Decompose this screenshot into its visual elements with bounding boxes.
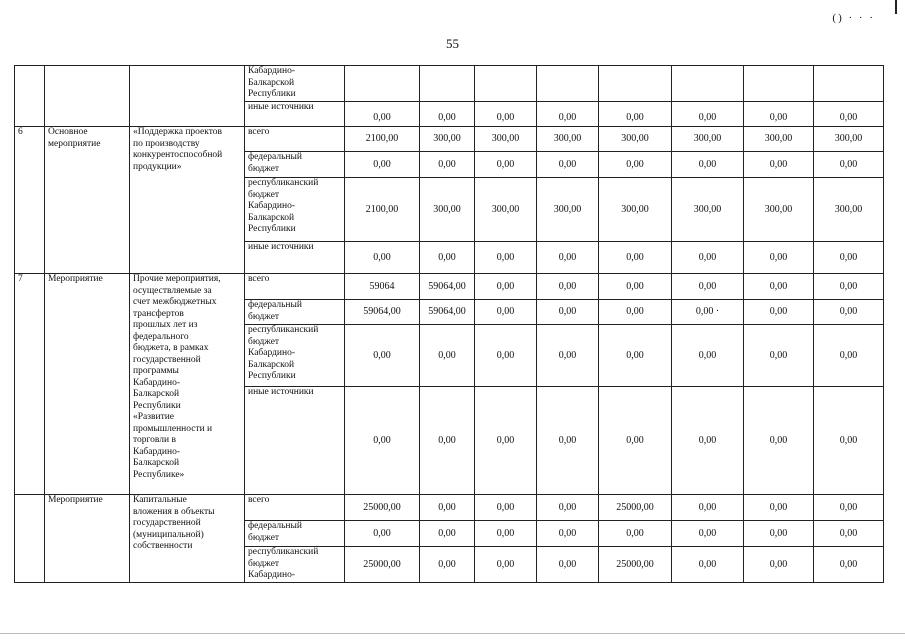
value-cell: 0,00: [744, 242, 814, 274]
source-cell: федеральный бюджет: [245, 300, 345, 325]
value-cell: 25000,00: [599, 495, 672, 521]
corner-mark: () · · ·: [832, 12, 875, 24]
source-cell: республиканский бюджет Кабардино-: [245, 547, 345, 583]
value-cell: 0,00: [744, 521, 814, 547]
status-cell: Мероприятие: [45, 495, 130, 583]
value-cell: 0,00: [537, 242, 599, 274]
source-cell: республиканский бюджет Кабардино- Балкарской Республики: [245, 178, 345, 242]
status-cell: Основное мероприятие: [45, 127, 130, 274]
value-cell: 0,00: [537, 300, 599, 325]
value-cell: 300,00: [672, 127, 744, 152]
value-cell: 0,00: [345, 521, 420, 547]
value-cell: 0,00: [599, 242, 672, 274]
value-cell: 300,00: [599, 127, 672, 152]
value-cell: 300,00: [672, 178, 744, 242]
value-cell: 0,00: [345, 325, 420, 387]
row-number-cell: 6: [15, 127, 45, 274]
value-cell: 0,00: [537, 521, 599, 547]
value-cell: 0,00: [420, 547, 475, 583]
value-cell: 0,00: [420, 242, 475, 274]
value-cell: 0,00: [475, 495, 537, 521]
value-cell: 0,00: [599, 387, 672, 495]
value-cell: 0,00: [672, 521, 744, 547]
value-cell: [420, 66, 475, 102]
scan-edge-line: [0, 633, 905, 634]
source-cell: иные источники: [245, 387, 345, 495]
value-cell: 0,00: [672, 325, 744, 387]
source-cell: всего: [245, 127, 345, 152]
value-cell: 0,00: [475, 387, 537, 495]
source-cell: всего: [245, 495, 345, 521]
value-cell: 300,00: [420, 127, 475, 152]
value-cell: 300,00: [599, 178, 672, 242]
value-cell: 0,00: [475, 274, 537, 300]
value-cell: 0,00: [744, 274, 814, 300]
value-cell: [814, 66, 884, 102]
value-cell: [537, 66, 599, 102]
value-cell: [672, 66, 744, 102]
value-cell: 0,00: [537, 547, 599, 583]
source-cell: федеральный бюджет: [245, 152, 345, 178]
budget-table: [14, 65, 884, 583]
value-cell: 0,00: [744, 547, 814, 583]
value-cell: 0,00 ·: [672, 300, 744, 325]
value-cell: 300,00: [475, 127, 537, 152]
value-cell: 0,00: [599, 152, 672, 178]
row-number-cell: [15, 495, 45, 583]
value-cell: 0,00: [475, 102, 537, 127]
value-cell: 0,00: [537, 325, 599, 387]
value-cell: 59064: [345, 274, 420, 300]
source-cell: Кабардино- Балкарской Республики: [245, 66, 345, 102]
value-cell: 0,00: [814, 102, 884, 127]
title-cell: Капитальные вложения в объекты государственной (муниципальной) собственности: [130, 495, 245, 583]
row-number-cell: 7: [15, 274, 45, 495]
value-cell: 0,00: [814, 495, 884, 521]
value-cell: 0,00: [814, 387, 884, 495]
value-cell: 300,00: [744, 127, 814, 152]
value-cell: 300,00: [537, 127, 599, 152]
value-cell: 0,00: [672, 242, 744, 274]
value-cell: 0,00: [814, 547, 884, 583]
title-cell: [130, 66, 245, 127]
value-cell: 0,00: [345, 242, 420, 274]
value-cell: 0,00: [599, 521, 672, 547]
value-cell: 0,00: [672, 152, 744, 178]
source-cell: федеральный бюджет: [245, 521, 345, 547]
value-cell: 0,00: [345, 102, 420, 127]
value-cell: 0,00: [420, 102, 475, 127]
value-cell: 0,00: [537, 152, 599, 178]
value-cell: 0,00: [475, 325, 537, 387]
value-cell: 0,00: [672, 274, 744, 300]
value-cell: 0,00: [599, 102, 672, 127]
value-cell: 0,00: [345, 387, 420, 495]
value-cell: 59064,00: [420, 300, 475, 325]
value-cell: 0,00: [814, 300, 884, 325]
value-cell: 0,00: [672, 102, 744, 127]
value-cell: 0,00: [475, 242, 537, 274]
value-cell: 0,00: [814, 521, 884, 547]
value-cell: 0,00: [475, 547, 537, 583]
value-cell: 59064,00: [345, 300, 420, 325]
value-cell: 300,00: [814, 127, 884, 152]
value-cell: 0,00: [814, 152, 884, 178]
value-cell: 25000,00: [599, 547, 672, 583]
source-cell: республиканский бюджет Кабардино- Балкарской Республики: [245, 325, 345, 387]
value-cell: 0,00: [672, 547, 744, 583]
value-cell: 2100,00: [345, 178, 420, 242]
table-row: [15, 274, 884, 300]
value-cell: 0,00: [537, 495, 599, 521]
value-cell: 300,00: [744, 178, 814, 242]
value-cell: 0,00: [744, 152, 814, 178]
source-cell: всего: [245, 274, 345, 300]
value-cell: [345, 66, 420, 102]
value-cell: 300,00: [475, 178, 537, 242]
table-row: [15, 127, 884, 152]
value-cell: [599, 66, 672, 102]
value-cell: 0,00: [599, 274, 672, 300]
table-row: [15, 66, 884, 102]
value-cell: 0,00: [744, 325, 814, 387]
value-cell: 0,00: [814, 274, 884, 300]
status-cell: Мероприятие: [45, 274, 130, 495]
source-cell: иные источники: [245, 242, 345, 274]
value-cell: 0,00: [475, 152, 537, 178]
value-cell: 2100,00: [345, 127, 420, 152]
row-number-cell: [15, 66, 45, 127]
value-cell: 0,00: [814, 325, 884, 387]
value-cell: 0,00: [420, 495, 475, 521]
value-cell: 0,00: [420, 387, 475, 495]
value-cell: 0,00: [537, 274, 599, 300]
value-cell: 0,00: [599, 325, 672, 387]
value-cell: 0,00: [537, 102, 599, 127]
value-cell: 0,00: [475, 521, 537, 547]
page-number: 55: [446, 36, 459, 51]
value-cell: 0,00: [672, 387, 744, 495]
value-cell: 0,00: [672, 495, 744, 521]
value-cell: [744, 66, 814, 102]
value-cell: 0,00: [420, 152, 475, 178]
title-cell: Прочие мероприятия, осуществляемые за счет межбюджетных трансфертов прошлых лет из федерального бюджета, в рамках государственной программы Кабардино- Балкарской Республики «Развитие промышленности и торговли в Кабардино- Балкарской Республике»: [130, 274, 245, 495]
value-cell: [475, 66, 537, 102]
value-cell: 0,00: [599, 300, 672, 325]
value-cell: 0,00: [475, 300, 537, 325]
table-body: [15, 66, 884, 583]
value-cell: 0,00: [814, 242, 884, 274]
value-cell: 300,00: [814, 178, 884, 242]
value-cell: 0,00: [744, 495, 814, 521]
value-cell: 300,00: [420, 178, 475, 242]
value-cell: 25000,00: [345, 547, 420, 583]
value-cell: 0,00: [420, 521, 475, 547]
source-cell: иные источники: [245, 102, 345, 127]
title-cell: «Поддержка проектов по производству конкурентоспособной продукции»: [130, 127, 245, 274]
value-cell: 0,00: [744, 102, 814, 127]
value-cell: 0,00: [537, 387, 599, 495]
value-cell: 0,00: [345, 152, 420, 178]
value-cell: 0,00: [744, 387, 814, 495]
value-cell: 300,00: [537, 178, 599, 242]
table-row: [15, 495, 884, 521]
value-cell: 0,00: [744, 300, 814, 325]
corner-tick-mark: [895, 0, 897, 14]
value-cell: 59064,00: [420, 274, 475, 300]
value-cell: 0,00: [420, 325, 475, 387]
status-cell: [45, 66, 130, 127]
value-cell: 25000,00: [345, 495, 420, 521]
